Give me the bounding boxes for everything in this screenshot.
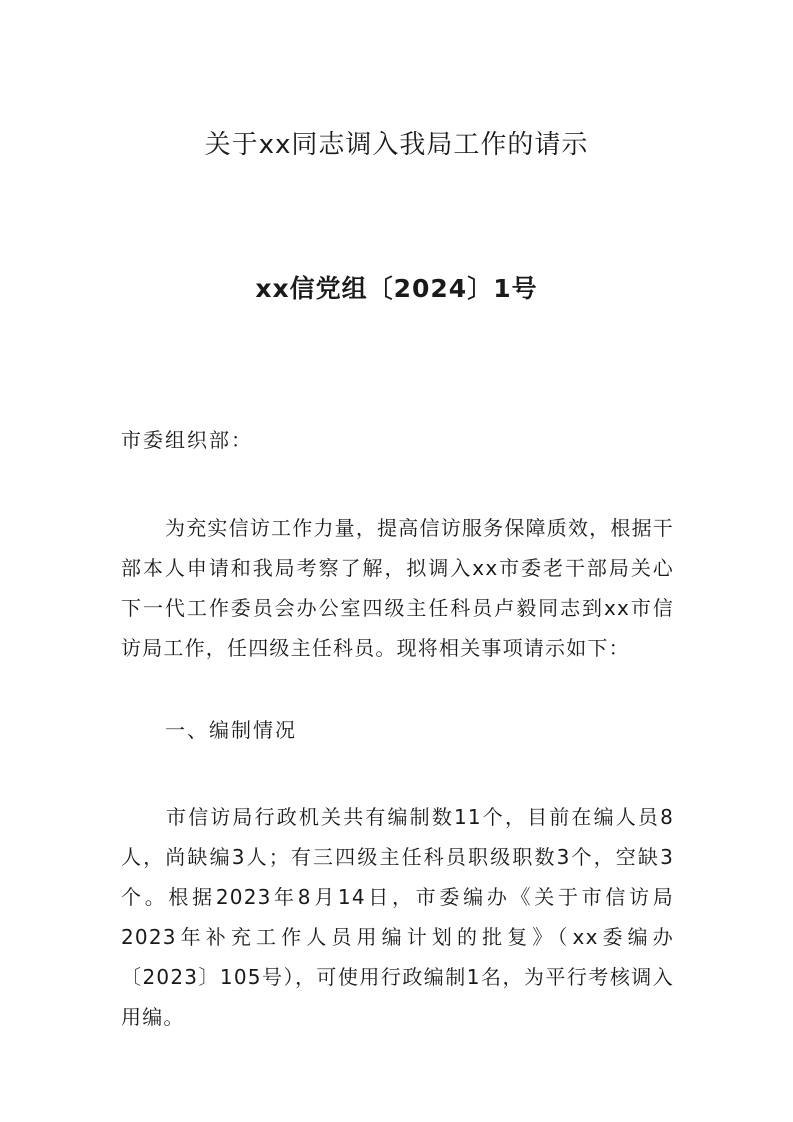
document-number: xx信党组〔2024〕1号 [255,274,538,303]
salutation: 市委组织部： [121,428,253,452]
body-paragraph-1-text: 为充实信访工作力量，提高信访服务保障质效，根据干部本人申请和我局考察了解，拟调入xx市委老干部局关心下一代工作委员会办公室四级主任科员卢毅同志到xx市信访局工作，任四级主任科员。现将相关事项请示如下： [121,516,674,660]
body-paragraph-2 [121,797,674,1037]
body-paragraph-2-text: 市信访局行政机关共有编制数11个，目前在编人员8人，尚缺编3人；有三四级主任科员职级职数3个，空缺3个。根据2023年8月14日，市委编办《关于市信访局2023年补充工作人员用编计划的批复》（xx委编办〔2023〕105号），可使用行政编制1名，为平行考核调入用编。 [121,805,674,1029]
section-heading-1: 一、编制情况 [165,718,297,742]
document-title: 关于xx同志调入我局工作的请示 [204,130,589,160]
body-paragraph-1 [121,508,674,668]
